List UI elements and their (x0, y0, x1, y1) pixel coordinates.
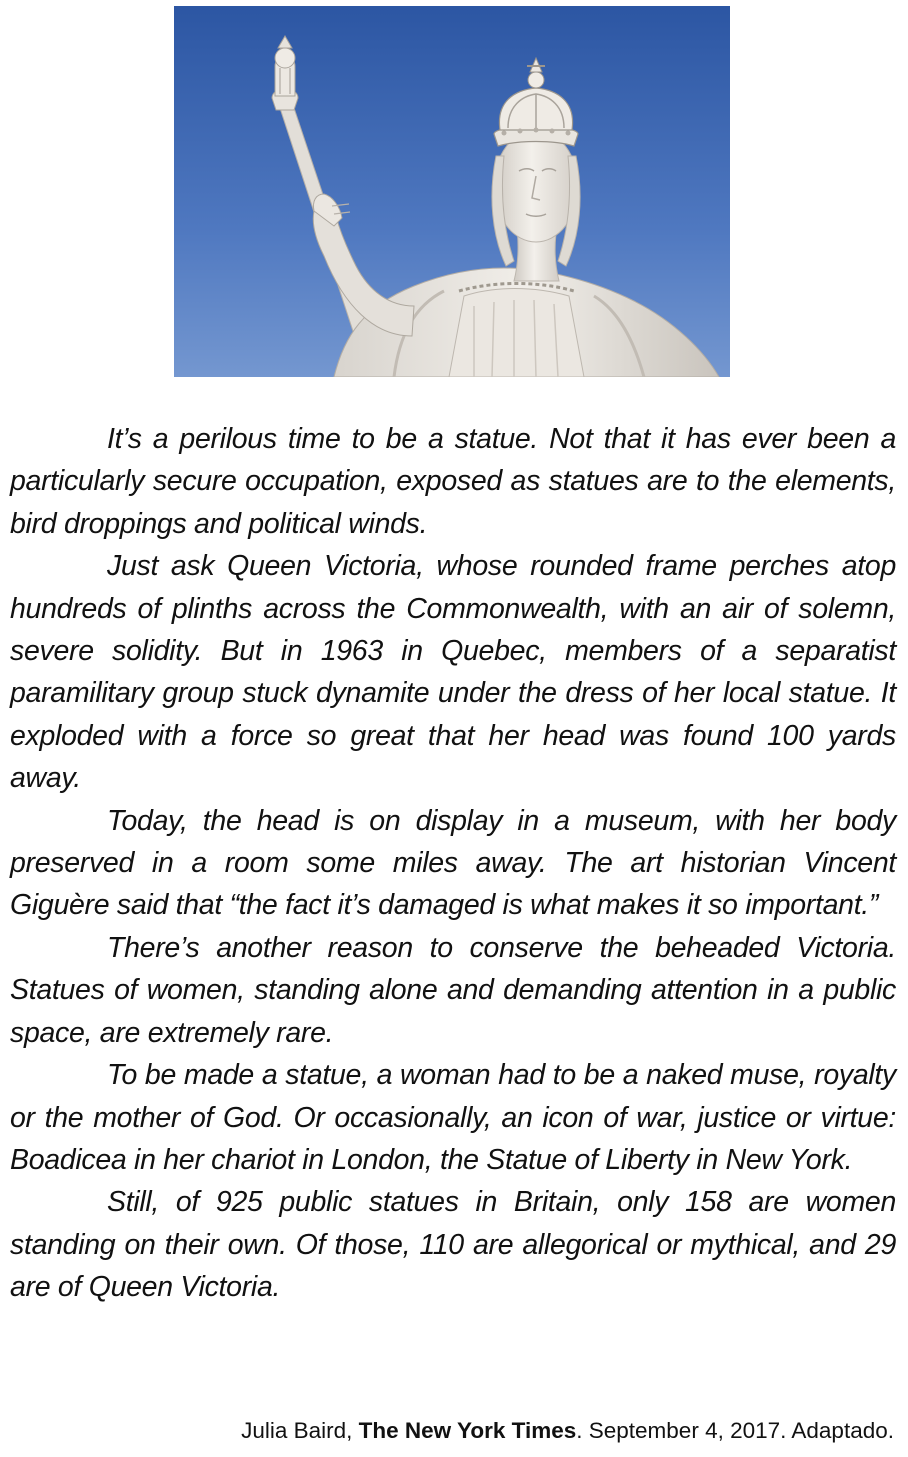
paragraph-1: It’s a perilous time to be a statue. Not that it has ever been a particularly secure occupation, exposed as statues are to the elements, bird droppings and political winds. (10, 423, 896, 540)
paragraph-3: Today, the head is on display in a museum, with her body preserved in a room some miles away. The art historian Vincent Giguère said that “the fact it’s damaged is what makes it so important.” (10, 804, 896, 922)
queen-victoria-statue-image (174, 6, 730, 377)
statue-photo (174, 6, 730, 377)
paragraph-6: Still, of 925 public statues in Britain, only 158 are women standing on their own. Of those, 110 are allegorical or mythical, and 29 are of Queen Victoria. (10, 1186, 896, 1304)
paragraph-2: Just ask Queen Victoria, whose rounded frame perches atop hundreds of plinths across the Commonwealth, with an air of solemn, severe solidity. But in 1963 in Quebec, members of a separatist paramilitary group stuck dynamite under the dress of her local statue. It exploded with a force so great that her head was found 100 yards away. (10, 550, 896, 795)
paragraph-5: To be made a statue, a woman had to be a naked muse, royalty or the mother of God. Or occasionally, an icon of war, justice or virtue: Boadicea in her chariot in London, the Statue of Liberty in New York. (10, 1059, 896, 1176)
paragraph-4: There’s another reason to conserve the beheaded Victoria. Statues of women, standing alone and demanding attention in a public space, are extremely rare. (10, 931, 896, 1049)
citation-publication: The New York Times (358, 1418, 577, 1443)
citation-author: Julia Baird, (241, 1418, 353, 1443)
source-citation (241, 1416, 894, 1446)
citation-date: . September 4, 2017. Adaptado. (576, 1418, 894, 1443)
article-body (10, 418, 896, 1309)
